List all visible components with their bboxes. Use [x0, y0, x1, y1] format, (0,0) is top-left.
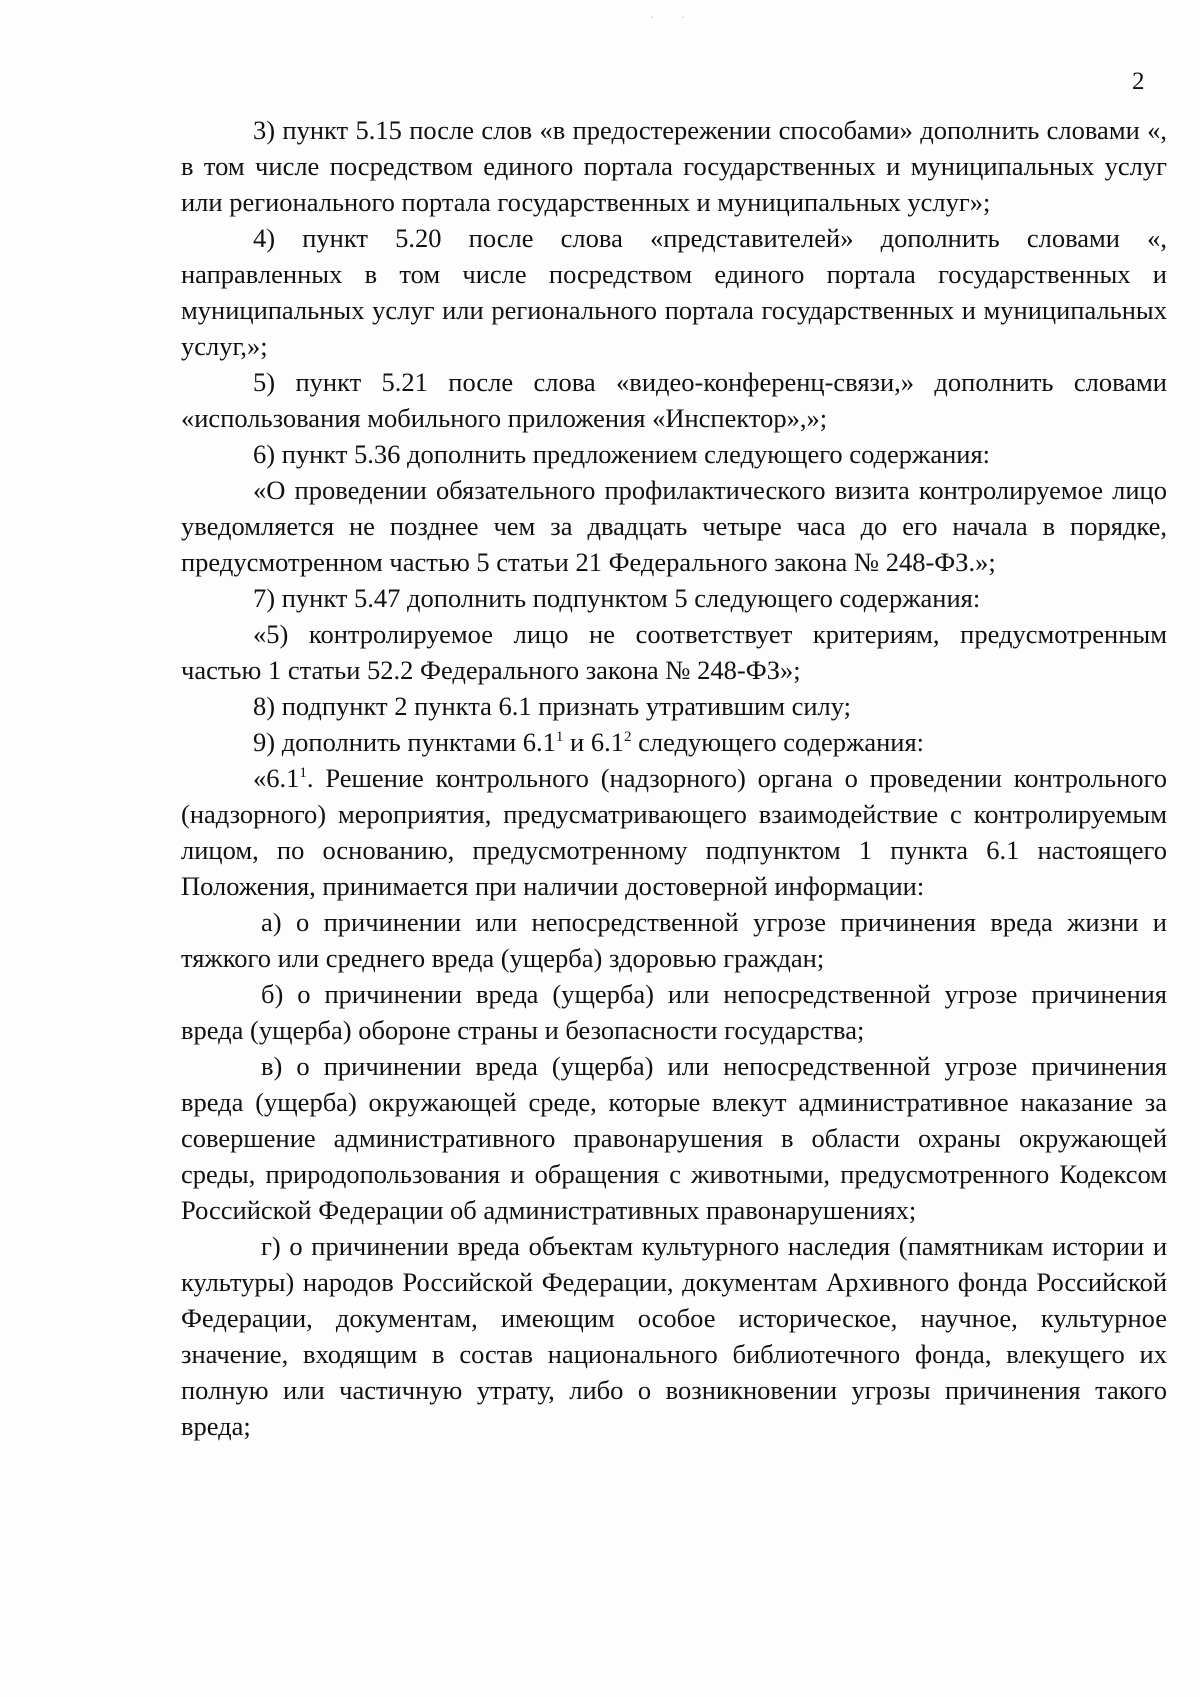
- quoted-amendment-5-47: «5) контролируемое лицо не соответствует критериям, предусмотренным частью 1 статьи 52.2 Федерального закона № 248-ФЗ»;: [181, 619, 1167, 685]
- paragraph-item-9: [181, 724, 1167, 760]
- clause-6-1-1-number: «6.1: [253, 763, 300, 793]
- subitem-v: в) о причинении вреда (ущерба) или непосредственной угрозе причинения вреда (ущерба) окружающей среде, которые влекут административное наказание за совершение административного правонарушения в области охраны окружающей среды, природопользования и обращения с животными, предусмотренного Кодексом Российской Федерации об административных правонарушениях;: [181, 1051, 1167, 1225]
- paragraph-item-9-part2: и 6.1: [563, 727, 624, 757]
- paragraph-item-3: 3) пункт 5.15 после слов «в предостережении способами» дополнить словами «, в том числе посредством единого портала государственных и муниципальных услуг или регионального портала государственных и муниципальных услуг»;: [181, 115, 1167, 217]
- subitem-g: г) о причинении вреда объектам культурного наследия (памятникам истории и культуры) народов Российской Федерации, документам Архивного фонда Российской Федерации, документам, имеющим особое историческое, научное, культурное значение, входящим в состав национального библиотечного фонда, влекущего их полную или частичную утрату, либо о возникновении угрозы причинения такого вреда;: [181, 1231, 1167, 1441]
- paragraph-item-6: 6) пункт 5.36 дополнить предложением следующего содержания:: [253, 439, 991, 469]
- scan-artifact: · ·: [650, 10, 697, 24]
- paragraph-item-5: 5) пункт 5.21 после слова «видео-конференц-связи,» дополнить словами «использования мобильного приложения «Инспектор»,»;: [181, 367, 1167, 433]
- quoted-amendment-5-36: «О проведении обязательного профилактического визита контролируемое лицо уведомляется не позднее чем за двадцать четыре часа до его начала в порядке, предусмотренном частью 5 статьи 21 Федерального закона № 248-ФЗ.»;: [181, 475, 1167, 577]
- paragraph-item-9-part1: 9) дополнить пунктами 6.1: [253, 727, 556, 757]
- subitem-b: б) о причинении вреда (ущерба) или непосредственной угрозе причинения вреда (ущерба) обороне страны и безопасности государства;: [181, 979, 1167, 1045]
- superscript-2: 2: [623, 729, 632, 746]
- superscript-1: 1: [555, 729, 564, 746]
- quoted-clause-6-1-1: [181, 760, 1167, 904]
- paragraph-item-7: 7) пункт 5.47 дополнить подпунктом 5 следующего содержания:: [253, 583, 981, 613]
- paragraph-item-4: 4) пункт 5.20 после слова «представителей» дополнить словами «, направленных в том числе посредством единого портала государственных и муниципальных услуг или регионального портала государственных и муниципальных услуг,»;: [181, 223, 1167, 361]
- paragraph-item-8: 8) подпункт 2 пункта 6.1 признать утратившим силу;: [253, 691, 852, 721]
- paragraph-item-9-part3: следующего содержания:: [631, 727, 925, 757]
- page-number: 2: [1132, 68, 1145, 95]
- subitem-a: а) о причинении или непосредственной угрозе причинения вреда жизни и тяжкого или среднего вреда (ущерба) здоровью граждан;: [181, 907, 1167, 973]
- clause-6-1-1-text: . Решение контрольного (надзорного) органа о проведении контрольного (надзорного) мероприятия, предусматривающего взаимодействие с контролируемым лицом, по основанию, предусмотренному подпунктом 1 пункта 6.1 настоящего Положения, принимается при наличии достоверной информации:: [181, 763, 1167, 901]
- clause-6-1-1-superscript: 1: [299, 765, 307, 782]
- document-body: [181, 112, 1167, 1444]
